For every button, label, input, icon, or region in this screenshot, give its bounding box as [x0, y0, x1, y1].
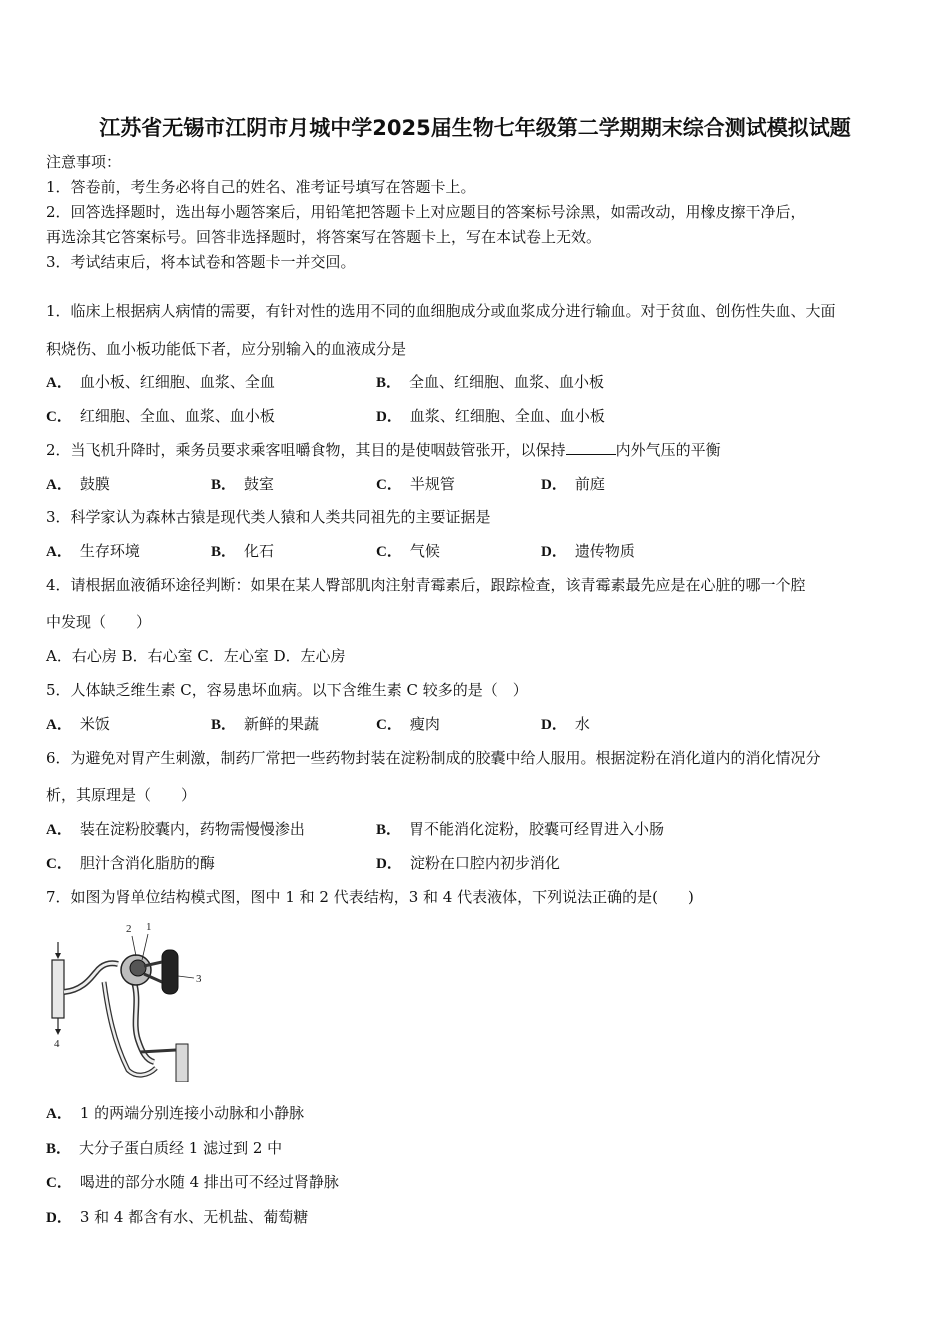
- option-5b: B． 新鲜的果蔬: [211, 715, 320, 733]
- option-6b: B． 胃不能消化淀粉，胶囊可经胃进入小肠: [376, 820, 665, 838]
- option-7d: D． 3 和 4 都含有水、无机盐、葡萄糖: [46, 1208, 309, 1226]
- option-2b: B． 鼓室: [211, 475, 275, 493]
- question-5-line: 5．人体缺乏维生素 C，容易患坏血病。以下含维生素 C 较多的是（ ）: [46, 681, 528, 699]
- figure-label-1: 1: [146, 921, 152, 933]
- question-3-line: 3．科学家认为森林古猿是现代类人猿和人类共同祖先的主要证据是: [46, 508, 491, 526]
- option-6c: C． 胆汁含消化脂肪的酶: [46, 854, 215, 872]
- option-7c: C． 喝进的部分水随 4 排出可不经过肾静脉: [46, 1173, 339, 1191]
- notice-item: 再选涂其它答案标号。回答非选择题时，将答案写在答题卡上，写在本试卷上无效。: [46, 228, 602, 246]
- option-5d: D． 水: [541, 715, 590, 733]
- page-title: 江苏省无锡市江阴市月城中学2025届生物七年级第二学期期末综合测试模拟试题: [99, 116, 851, 140]
- question-2-line: 2．当飞机升降时，乘务员要求乘客咀嚼食物，其目的是使咽鼓管张开，以保持 内外气压的平衡: [46, 441, 721, 459]
- option-6d: D． 淀粉在口腔内初步消化: [376, 854, 560, 872]
- figure-label-4: 4: [54, 1038, 60, 1050]
- notice-item: 1．答卷前，考生务必将自己的姓名、准考证号填写在答题卡上。: [46, 178, 476, 196]
- question-1-line: 1．临床上根据病人病情的需要，有针对性的选用不同的血细胞成分或血浆成分进行输血。对于贫血、创伤性失血、大面: [46, 302, 836, 320]
- option-1d: D． 血浆、红细胞、全血、血小板: [376, 407, 605, 425]
- question-4-line: 4．请根据血液循环途径判断：如果在某人臀部肌肉注射青霉素后，跟踪检查，该青霉素最先应是在心脏的哪一个腔: [46, 576, 806, 594]
- option-3c: C． 气候: [376, 542, 440, 560]
- option-3b: B． 化石: [211, 542, 275, 560]
- option-2c: C． 半规管: [376, 475, 455, 493]
- question-6-line: 析，其原理是（ ）: [46, 786, 197, 804]
- figure-label-3: 3: [196, 973, 202, 985]
- option-3a: A． 生存环境: [46, 542, 140, 560]
- notice-heading: 注意事项：: [46, 153, 122, 171]
- question-7-line: 7．如图为肾单位结构模式图，图中 1 和 2 代表结构，3 和 4 代表液体，下列说法正确的是( ): [46, 888, 694, 906]
- figure-label-2: 2: [126, 923, 132, 935]
- option-5c: C． 瘦肉: [376, 715, 440, 733]
- option-1c: C． 红细胞、全血、血浆、血小板: [46, 407, 275, 425]
- option-1a: A． 血小板、红细胞、血浆、全血: [46, 373, 275, 391]
- option-6a: A． 装在淀粉胶囊内，药物需慢慢渗出: [46, 820, 305, 838]
- notice-item: 2．回答选择题时，选出每小题答案后，用铅笔把答题卡上对应题目的答案标号涂黑，如需改动，用橡皮擦干净后，: [46, 203, 806, 221]
- option-4-inline: A．右心房 B．右心室 C．左心室 D．左心房: [46, 647, 346, 665]
- question-4-line: 中发现（ ）: [46, 613, 152, 631]
- question-6-line: 6．为避免对胃产生刺激，制药厂常把一些药物封装在淀粉制成的胶囊中给人服用。根据淀粉在消化道内的消化情况分: [46, 749, 821, 767]
- option-3d: D． 遗传物质: [541, 542, 635, 560]
- option-7a: A． 1 的两端分别连接小动脉和小静脉: [46, 1104, 305, 1122]
- notice-item: 3．考试结束后，将本试卷和答题卡一并交回。: [46, 253, 356, 271]
- nephron-diagram: [44, 912, 214, 1082]
- option-5a: A． 米饭: [46, 715, 110, 733]
- option-2a: A． 鼓膜: [46, 475, 110, 493]
- option-1b: B． 全血、红细胞、血浆、血小板: [376, 373, 605, 391]
- option-7b: B． 大分子蛋白质经 1 滤过到 2 中: [46, 1139, 283, 1157]
- question-1-line: 积烧伤、血小板功能低下者，应分别输入的血液成分是: [46, 340, 407, 358]
- answer-blank: [566, 440, 616, 455]
- option-2d: D． 前庭: [541, 475, 605, 493]
